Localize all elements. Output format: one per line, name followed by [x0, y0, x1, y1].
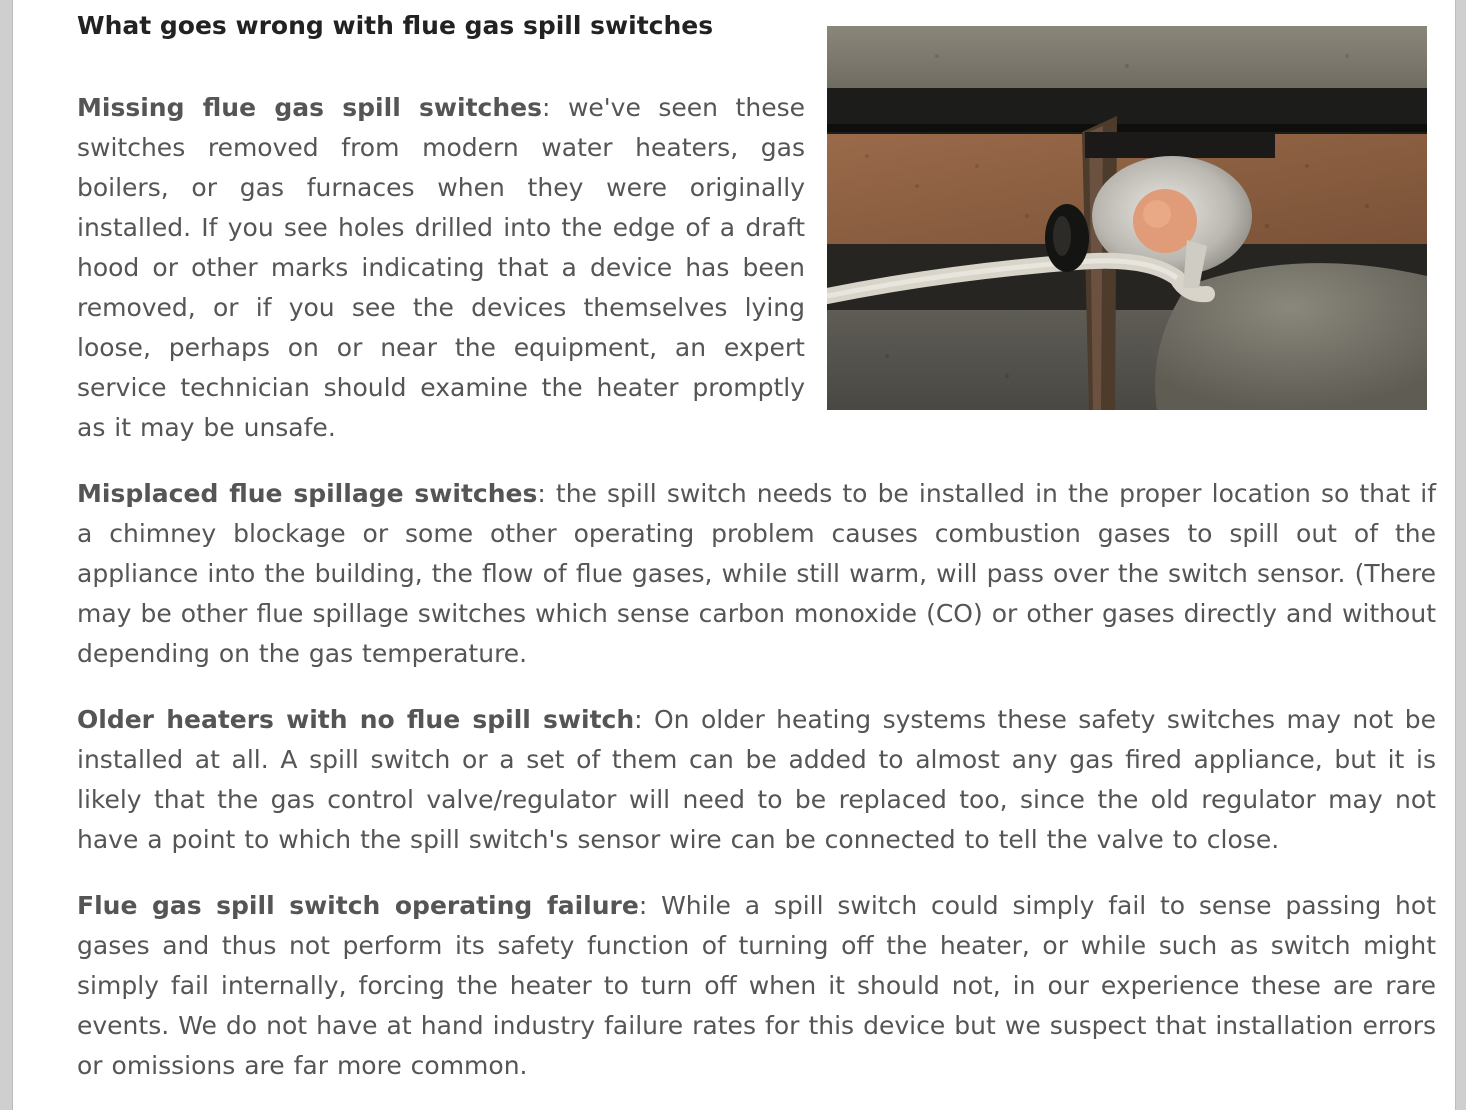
paragraph-operating-failure	[77, 886, 1436, 1086]
paragraph-older-heaters	[77, 700, 1436, 860]
paragraph-missing-switches	[77, 88, 805, 448]
article-heading: What goes wrong with flue gas spill switches	[77, 11, 714, 40]
paragraph-misplaced-switches	[77, 474, 1436, 674]
page-panel	[12, 0, 1456, 1110]
paragraph-text: : the spill switch needs to be installed in the proper location so that if a chimney blockage or some other operating problem causes combustion gases to spill out of the appliance into the building, the flow of flue gases, while still warm, will pass over the switch sensor. (There may be other flue spillage switches which sense carbon monoxide (CO) or other gases directly and without depending on the gas temperature.	[77, 479, 1436, 668]
paragraph-text: : While a spill switch could simply fail to sense passing hot gases and thus not perform its safety function of turning off the heater, or while such as switch might simply fail internally, forcing the heater to turn off when it should not, in our experience these are rare events. We do not have at hand industry failure rates for this device but we suspect that installation errors or omissions are far more common.	[77, 891, 1436, 1080]
paragraph-text: : On older heating systems these safety switches may not be installed at all. A spill switch or a set of them can be added to almost any gas fired appliance, but it is likely that the gas control valve/regulator will need to be replaced too, since the old regulator may not have a point to which the spill switch's sensor wire can be connected to tell the valve to close.	[77, 705, 1437, 854]
paragraph-text: : we've seen these switches removed from modern water heaters, gas boilers, or gas furnaces when they were originally installed. If you see holes drilled into the edge of a draft hood or other marks indicating that a device has been removed, or if you see the devices themselves lying loose, perhaps on or near the equipment, an expert service technician should examine the heater promptly as it may be unsafe.	[77, 93, 805, 442]
paragraph-term: Missing flue gas spill switches	[77, 93, 543, 122]
paragraph-term: Older heaters with no flue spill switch	[77, 705, 635, 734]
paragraph-term: Misplaced flue spillage switches	[77, 479, 538, 508]
paragraph-term: Flue gas spill switch operating failure	[77, 891, 639, 920]
spill-switch-photo	[827, 26, 1427, 410]
